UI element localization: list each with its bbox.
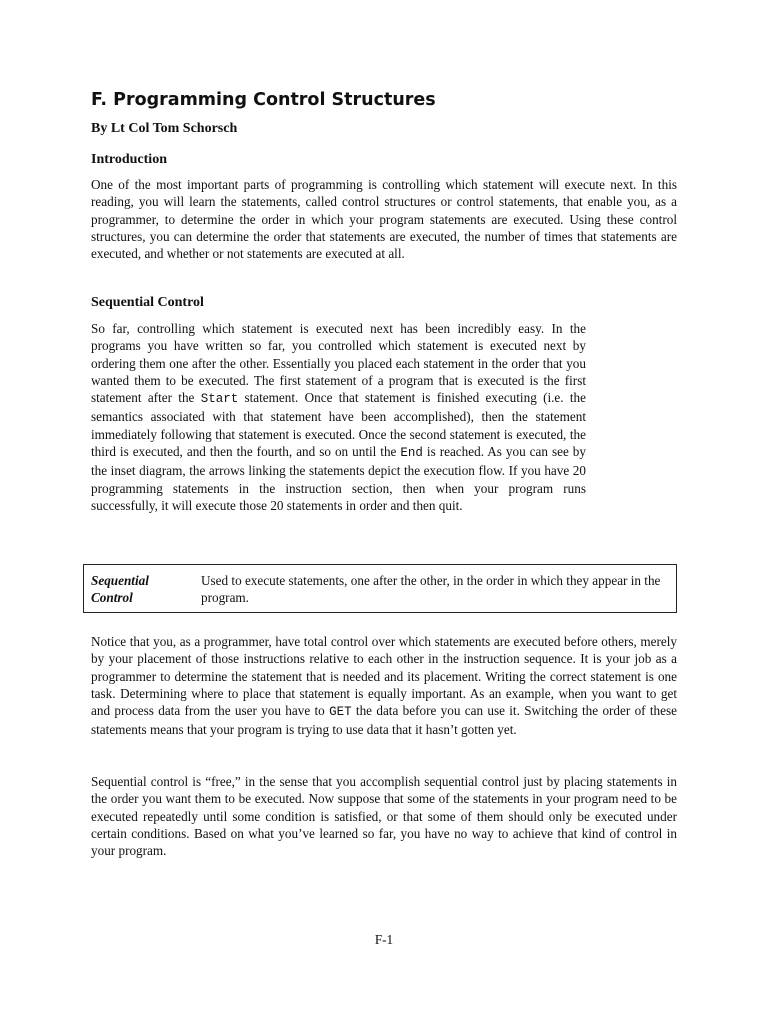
paragraph-text: the data before you can use it. Switching the order of these statements means that your program is trying to use data that it hasn’t gotten yet. [91, 703, 677, 738]
introduction-heading: Introduction [91, 152, 167, 167]
sequential-free-paragraph: Sequential control is “free,” in the sense that you accomplish sequential control just by placing statements in the order you want them to be executed. Now suppose that some of the statements in your program need to be executed repeatedly until some condition is satisfied, or that some of them should only be executed under certain conditions. Based on what you’ve learned so far, you have no way to achieve that kind of control in your program. [91, 774, 677, 859]
code-keyword-get: GET [329, 705, 352, 720]
definition-box [83, 564, 677, 613]
code-keyword-start: Start [200, 392, 239, 407]
paragraph-text: Notice that you, as a programmer, have total control over which statements are executed before others, merely by your placement of those instructions relative to each other in the instruction sequence. It is your job as a programmer to determine the statement that is needed and its placement. Writing the correct statement is one task. Determining where to place that statement is equally important. As an example, when you want to get and process data from the user you have to [91, 634, 677, 719]
paragraph-text: is reached. As you can see by the inset diagram, the arrows linking the statements depict the execution flow. If you have 20 programming statements in the instruction section, then when your program runs successfully, it will execute those 20 statements in order and then quit. [91, 444, 586, 513]
definition-description: Used to execute statements, one after the other, in the order in which they appear in the program. [201, 573, 661, 606]
sequential-control-paragraph [91, 320, 586, 514]
document-title: F. Programming Control Structures [91, 90, 436, 110]
notice-paragraph [91, 633, 677, 739]
page-number: F-1 [374, 932, 394, 947]
author-byline: By Lt Col Tom Schorsch [91, 121, 238, 136]
introduction-paragraph: One of the most important parts of programming is controlling which statement will execute next. In this reading, you will learn the statements, called control structures or control statements, that enable you, as a programmer, to determine the order in which your program statements are executed. Using these control structures, you can determine the order that statements are executed, the number of times that statements are executed, and whether or not statements are executed at all. [91, 177, 677, 262]
paragraph-text: So far, controlling which statement is executed next has been incredibly easy. In the programs you have written so far, you controlled which statement is executed next by ordering them one after the other. Essentially you placed each statement in the order that you wanted them to be executed. The first statement of a program that is executed is the first statement after the [91, 321, 586, 406]
definition-term: Sequential Control [91, 573, 149, 606]
code-keyword-end: End [400, 446, 423, 461]
document-page [91, 88, 677, 859]
sequential-control-heading: Sequential Control [91, 295, 204, 310]
paragraph-text: statement. Once that statement is finished executing (i.e. the semantics associated with that statement have been accomplished), then the statement immediately following that statement is executed. Once the second statement is executed, the third is executed, and then the fourth, and so on until the [91, 390, 586, 460]
